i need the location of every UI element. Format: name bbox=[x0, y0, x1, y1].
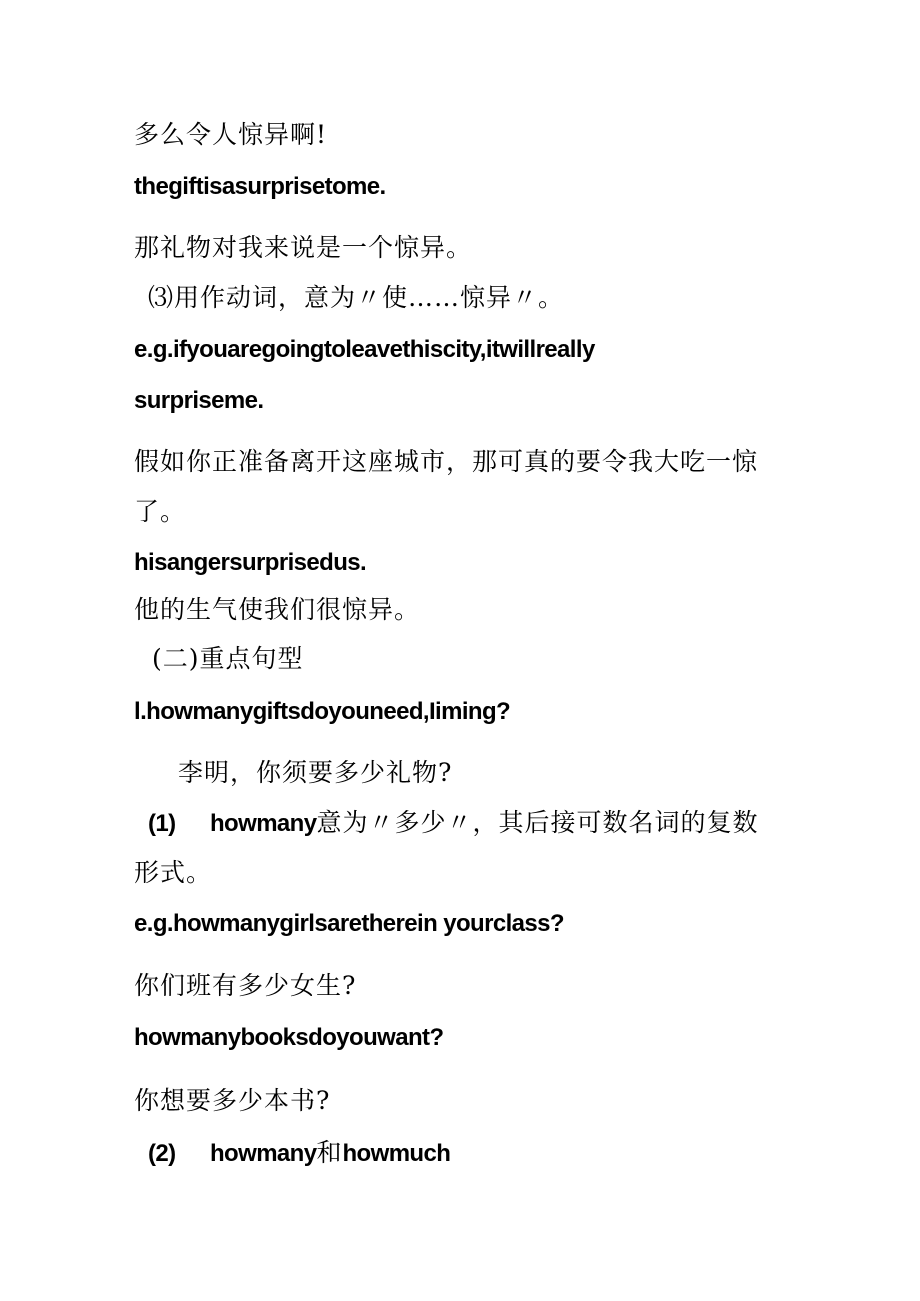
point-number: (1) bbox=[148, 810, 176, 837]
example-sentence: e.g.howmanygirlsaretherein yourclass? bbox=[134, 910, 564, 937]
example-sentence: thegiftisasurprisetome. bbox=[134, 173, 386, 200]
translation-line: 李明，你须要多少礼物? bbox=[178, 758, 453, 787]
example-sentence: hisangersurprisedus. bbox=[134, 549, 367, 576]
translation-line: 那礼物对我来说是一个惊异。 bbox=[134, 233, 473, 262]
translation-line: 你们班有多少女生? bbox=[134, 971, 357, 1000]
section-heading: (二)重点句型 bbox=[152, 644, 304, 673]
translation-line: 他的生气使我们很惊异。 bbox=[134, 595, 421, 624]
translation-line: 你想要多少本书? bbox=[134, 1086, 331, 1115]
point-number: (2) bbox=[148, 1140, 176, 1167]
point-text: 意为〃多少〃，其后接可数名词的复数 bbox=[316, 808, 759, 837]
translation-line: 假如你正准备离开这座城市，那可真的要令我大吃一惊 bbox=[134, 447, 759, 476]
point-joiner: 和 bbox=[316, 1138, 343, 1167]
example-sentence-continued: surpriseme. bbox=[134, 387, 264, 414]
point-1 bbox=[148, 810, 759, 836]
text-line: 多么令人惊异啊! bbox=[134, 120, 328, 149]
point-keyword: howmany bbox=[210, 810, 317, 837]
example-sentence: howmanybooksdoyouwant? bbox=[134, 1024, 444, 1051]
translation-line-continued: 了。 bbox=[134, 497, 187, 526]
point-keyword: howmuch bbox=[342, 1140, 451, 1167]
key-sentence: l.howmanygiftsdoyouneed,Iiming? bbox=[134, 698, 511, 725]
example-sentence: e.g.ifyouaregoingtoleavethiscity,itwillreally bbox=[134, 336, 595, 363]
point-keyword: howmany bbox=[210, 1140, 317, 1167]
usage-heading: ⑶用作动词，意为〃使……惊异〃。 bbox=[148, 283, 565, 312]
point-2 bbox=[148, 1140, 450, 1166]
point-1-continued: 形式。 bbox=[134, 858, 213, 887]
